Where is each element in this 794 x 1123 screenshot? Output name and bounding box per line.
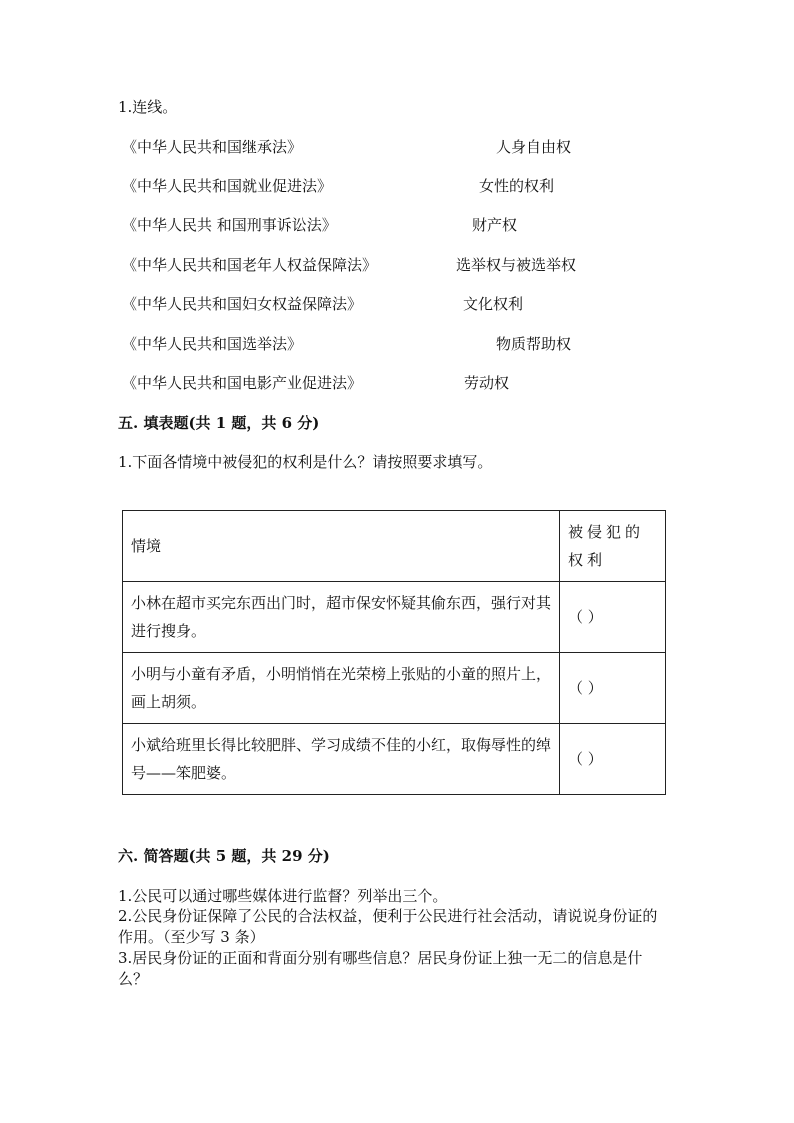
rights-table [122, 510, 666, 795]
table-header-row [123, 511, 666, 582]
header-situation: 情境 [123, 511, 560, 582]
answer-blank[interactable]: （ ） [560, 582, 666, 653]
law-item: 《中华人民共和国继承法》 [122, 138, 303, 156]
question-text: 1.下面各情境中被侵犯的权利是什么？请按照要求填写。 [118, 453, 493, 471]
right-item: 劳动权 [464, 374, 510, 392]
question-text: 1.公民可以通过哪些媒体进行监督？列举出三个。 [118, 887, 448, 905]
answer-blank[interactable]: （ ） [560, 724, 666, 795]
right-item: 女性的权利 [479, 177, 555, 195]
situation-cell: 小明与小童有矛盾，小明悄悄在光荣榜上张贴的小童的照片上，画上胡须。 [123, 653, 560, 724]
section-heading: 六. 简答题(共 5 题，共 29 分) [118, 847, 330, 865]
right-item: 人身自由权 [496, 138, 572, 156]
right-item: 财产权 [472, 216, 518, 234]
law-item: 《中华人民共和国就业促进法》 [122, 177, 333, 195]
table-row [123, 582, 666, 653]
law-item: 《中华人民共和国妇女权益保障法》 [122, 295, 363, 313]
matching-title: 1.连线。 [118, 98, 178, 116]
right-item: 物质帮助权 [496, 335, 572, 353]
answer-blank[interactable]: （ ） [560, 653, 666, 724]
law-item: 《中华人民共和国老年人权益保障法》 [122, 256, 378, 274]
law-item: 《中华人民共和国电影产业促进法》 [122, 374, 363, 392]
table-row [123, 724, 666, 795]
situation-cell: 小斌给班里长得比较肥胖、学习成绩不佳的小红，取侮辱性的绰号——笨肥婆。 [123, 724, 560, 795]
table-row [123, 653, 666, 724]
right-item: 选举权与被选举权 [456, 256, 577, 274]
law-item: 《中华人民共和国选举法》 [122, 335, 303, 353]
question-text: 2.公民身份证保障了公民的合法权益，便利于公民进行社会活动，请说说身份证的作用。（至少写 3 条） [118, 907, 658, 946]
right-item: 文化权利 [463, 295, 524, 313]
header-right: 被侵犯的权利 [560, 511, 666, 582]
section-heading: 五. 填表题(共 1 题，共 6 分) [118, 414, 320, 432]
question-text: 3.居民身份证的正面和背面分别有哪些信息？居民身份证上独一无二的信息是什么？ [118, 949, 643, 988]
law-item: 《中华人民共 和国刑事诉讼法》 [122, 216, 337, 234]
situation-cell: 小林在超市买完东西出门时，超市保安怀疑其偷东西，强行对其进行搜身。 [123, 582, 560, 653]
